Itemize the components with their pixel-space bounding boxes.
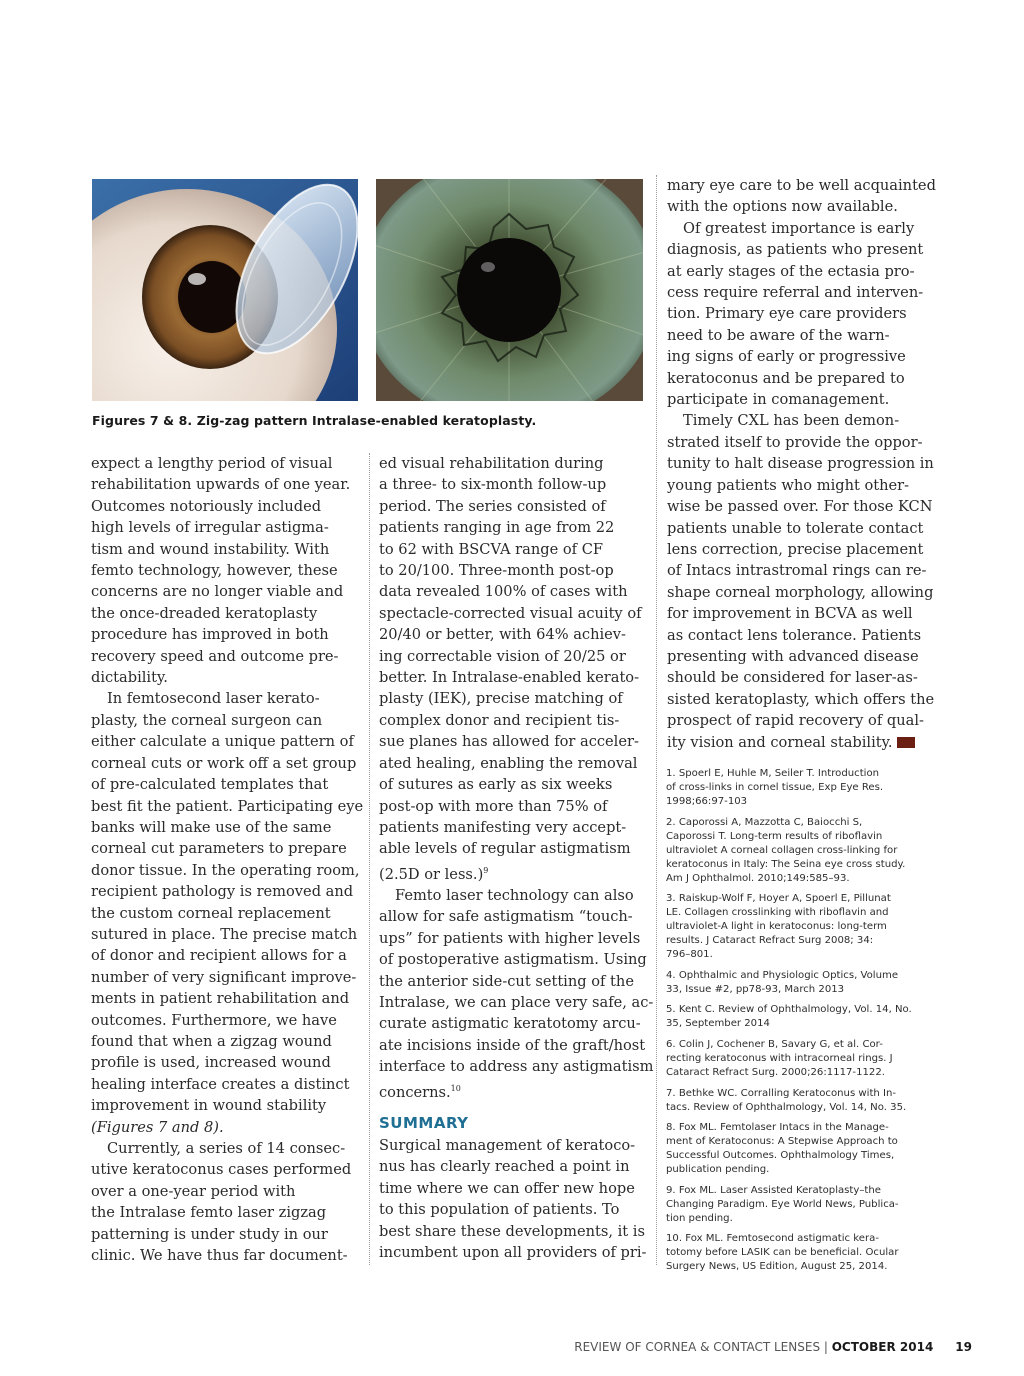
reference-item: [666, 892, 938, 962]
text-line: either calculate a unique pattern of: [91, 733, 354, 751]
text-line: [379, 1078, 651, 1103]
text-line: totomy before LASIK can be beneficial. Ocular: [666, 1247, 899, 1259]
text-line: 20/40 or better, with 64% achiev-: [379, 626, 626, 644]
text-line: with the options now available.: [667, 198, 898, 216]
issue-date: OCTOBER 2014: [831, 1340, 934, 1354]
text-line: Am J Ophthalmol. 2010;149:585–93.: [666, 872, 850, 884]
text-line: Intralase, we can place very safe, ac-: [379, 994, 654, 1012]
text-line: ultraviolet-A light in keratoconus: long-term: [666, 921, 887, 933]
text-line: period. The series consisted of: [379, 497, 606, 515]
text-line: diagnosis, as patients who present: [667, 241, 924, 259]
summary-paragraph: [379, 1135, 651, 1263]
reference-item: [666, 1121, 938, 1177]
text-line: Femto laser technology can also: [395, 886, 634, 904]
text-line: tism and wound instability. With: [91, 540, 330, 558]
text-line: spectacle-corrected visual acuity of: [379, 604, 642, 622]
text-line: patients manifesting very accept-: [379, 818, 627, 836]
text-line: 35, September 2014: [666, 1018, 770, 1030]
text-line: tion pending.: [666, 1212, 733, 1224]
text-line: ups” for patients with higher levels: [379, 929, 641, 947]
text-line: of Intacs intrastromal rings can re-: [667, 562, 927, 580]
text-line: allow for safe astigmatism “touch-: [379, 908, 633, 926]
reference-item: [666, 1087, 938, 1115]
text-line: Changing Paradigm. Eye World News, Publica-: [666, 1198, 899, 1210]
text-line: curate astigmatic keratotomy arcu-: [379, 1015, 641, 1033]
text-line: 1. Spoerl E, Huhle M, Seiler T. Introduction: [666, 768, 880, 779]
text-line: high levels of irregular astigma-: [91, 519, 329, 537]
figure-8-zigzag-keratoplasty-image: [376, 179, 643, 401]
text-line: of postoperative astigmatism. Using: [379, 951, 647, 969]
journal-name: REVIEW OF CORNEA & CONTACT LENSES |: [574, 1340, 832, 1354]
text-line: publication pending.: [666, 1164, 770, 1176]
text-line: number of very significant improve-: [91, 968, 357, 986]
reference-item: [666, 1184, 938, 1226]
text-line: best fit the patient. Participating eye: [91, 797, 364, 815]
text-line: improvement in wound stability: [91, 1097, 327, 1115]
text-line: interface to address any astigmatism: [379, 1058, 654, 1076]
text-line: ment of Keratoconus: A Stepwise Approach to: [666, 1136, 898, 1148]
citation-superscript: 10: [450, 1083, 461, 1093]
figure-reference-line: (Figures 7 and 8).: [91, 1118, 224, 1136]
text-line: dictability.: [91, 669, 168, 687]
text-line: corneal cut parameters to prepare: [91, 840, 347, 858]
text-line: strated itself to provide the oppor-: [667, 433, 923, 451]
paragraph: [667, 410, 935, 753]
column-divider: [369, 453, 370, 1265]
text-line: 4. Ophthalmic and Physiologic Optics, Volume: [666, 969, 899, 981]
text-line: 3. Raiskup-Wolf F, Hoyer A, Spoerl E, Pillunat: [666, 893, 891, 905]
text-line: 8. Fox ML. Femtolaser Intacs in the Manage-: [666, 1122, 889, 1134]
text-line: outcomes. Furthermore, we have: [91, 1011, 337, 1029]
text-line: Currently, a series of 14 consec-: [107, 1140, 346, 1157]
paragraph: [91, 1138, 363, 1266]
text-line: prospect of rapid recovery of qual-: [667, 712, 924, 730]
text-line: Caporossi T. Long-term results of riboflavin: [666, 830, 883, 842]
text-line: femto technology, however, these: [91, 562, 338, 580]
paragraph: [667, 218, 935, 411]
reference-item: [666, 1003, 938, 1031]
text-line: should be considered for laser-as-: [667, 669, 918, 687]
text-line: healing interface creates a distinct: [91, 1075, 350, 1093]
text-line: participate in comanagement.: [667, 391, 890, 409]
text-line: rehabilitation upwards of one year.: [91, 476, 351, 494]
text-line: cess require referral and interven-: [667, 284, 924, 302]
text-line: 2. Caporossi A, Mazzotta C, Baiocchi S,: [666, 816, 863, 828]
text-line: patients ranging in age from 22: [379, 519, 615, 537]
text-line: concerns are no longer viable and: [91, 583, 344, 601]
body-column-3: [667, 175, 935, 753]
reference-item: [666, 1038, 938, 1080]
text-line: best share these developments, it is: [379, 1222, 645, 1240]
text-line: 6. Colin J, Cochener B, Savary G, et al. Cor-: [666, 1038, 883, 1050]
text-line: patients unable to tolerate contact: [667, 519, 924, 537]
text-line: tunity to halt disease progression in: [667, 455, 934, 473]
text-segment: ity vision and corneal stability.: [667, 733, 893, 751]
text-line: incumbent upon all providers of pri-: [379, 1244, 647, 1262]
text-line: ultraviolet A corneal collagen cross-linking for: [666, 844, 898, 856]
text-line: Of greatest importance is early: [683, 219, 915, 237]
text-line: donor tissue. In the operating room,: [91, 861, 360, 879]
text-line: ed visual rehabilitation during: [379, 455, 604, 472]
text-line: at early stages of the ectasia pro-: [667, 262, 915, 280]
text-line: banks will make use of the same: [91, 818, 332, 836]
text-segment: concerns.: [379, 1083, 451, 1101]
text-line: data revealed 100% of cases with: [379, 583, 628, 601]
text-line: ments in patient rehabilitation and: [91, 990, 350, 1008]
reference-item: [666, 969, 938, 997]
paragraph: [91, 453, 363, 688]
text-line: a three- to six-month follow-up: [379, 476, 607, 494]
text-line: Successful Outcomes. Ophthalmology Times,: [666, 1150, 895, 1162]
text-line: recting keratoconus with intracorneal rings. J: [666, 1052, 893, 1064]
text-line: able levels of regular astigmatism: [379, 840, 631, 858]
reference-item: [666, 767, 938, 809]
text-line: shape corneal morphology, allowing: [667, 583, 934, 601]
text-line: keratoconus and be prepared to: [667, 369, 905, 387]
text-line: the once-dreaded keratoplasty: [91, 604, 318, 622]
text-line: sisted keratoplasty, which offers the: [667, 690, 935, 708]
text-line: better. In Intralase-enabled kerato-: [379, 669, 640, 687]
text-line: the Intralase femto laser zigzag: [91, 1204, 327, 1222]
citation-superscript: 9: [483, 865, 489, 875]
page-footer: [574, 1340, 972, 1354]
paragraph: [379, 885, 654, 1103]
text-line: as contact lens tolerance. Patients: [667, 626, 922, 644]
text-line: post-op with more than 75% of: [379, 797, 608, 815]
text-line: expect a lengthy period of visual: [91, 455, 333, 472]
text-line: lens correction, precise placement: [667, 540, 924, 558]
text-line: sutured in place. The precise match: [91, 925, 358, 943]
text-line: ated healing, enabling the removal: [379, 754, 638, 772]
text-line: procedure has improved in both: [91, 626, 329, 644]
text-line: complex donor and recipient tis-: [379, 711, 620, 729]
text-line: plasty (IEK), precise matching of: [379, 690, 623, 708]
text-line: recipient pathology is removed and: [91, 883, 354, 901]
text-line: need to be aware of the warn-: [667, 326, 890, 344]
figure-7-eye-with-lens-image: [92, 179, 358, 401]
text-line: Surgical management of keratoco-: [379, 1137, 636, 1154]
text-line: 5. Kent C. Review of Ophthalmology, Vol. 14, No.: [666, 1004, 912, 1016]
text-line: over a one-year period with: [91, 1182, 296, 1200]
text-line: mary eye care to be well acquainted: [667, 177, 936, 194]
text-line: profile is used, increased wound: [91, 1054, 331, 1072]
text-line: of donor and recipient allows for a: [91, 947, 347, 965]
text-line: utive keratoconus cases performed: [91, 1161, 352, 1179]
paragraph: [667, 175, 935, 218]
text-line: the custom corneal replacement: [91, 904, 331, 922]
text-line: clinic. We have thus far document-: [91, 1247, 348, 1265]
summary-heading: SUMMARY: [379, 1114, 469, 1132]
text-line: corneal cuts or work off a set group: [91, 754, 357, 772]
text-line: tacs. Review of Ophthalmology, Vol. 14, No. 35.: [666, 1101, 907, 1113]
reference-item: [666, 816, 938, 886]
text-line: [667, 732, 935, 753]
page-number: 19: [955, 1340, 972, 1354]
text-line: 10. Fox ML. Femtosecond astigmatic kera-: [666, 1233, 879, 1245]
text-line: of pre-calculated templates that: [91, 776, 329, 794]
text-line: 1998;66:97-103: [666, 796, 748, 807]
text-line: to this population of patients. To: [379, 1201, 620, 1219]
body-column-2: [379, 453, 654, 1103]
text-line: plasty, the corneal surgeon can: [91, 711, 323, 729]
text-line: results. J Cataract Refract Surg 2008; 34:: [666, 935, 874, 947]
text-line: to 20/100. Three-month post-op: [379, 562, 614, 580]
figure-caption: Figures 7 & 8. Zig-zag pattern Intralase-enabled keratoplasty.: [92, 413, 537, 428]
text-line: keratoconus in Italy: The Seina eye cross study.: [666, 858, 906, 870]
text-line: Outcomes notoriously included: [91, 497, 322, 515]
text-line: tion. Primary eye care providers: [667, 305, 907, 323]
references-list: [666, 767, 938, 1281]
end-of-article-mark-icon: [897, 737, 915, 748]
text-segment: (2.5D or less.): [379, 865, 484, 883]
text-line: ate incisions inside of the graft/host: [379, 1036, 646, 1054]
paragraph: [379, 453, 651, 885]
text-line: In femtosecond laser kerato-: [107, 690, 320, 708]
text-line: to 62 with BSCVA range of CF: [379, 540, 603, 558]
text-line: Timely CXL has been demon-: [683, 412, 900, 430]
text-line: Surgery News, US Edition, August 25, 2014.: [666, 1261, 888, 1273]
text-line: patterning is under study in our: [91, 1225, 328, 1243]
body-column-1: [91, 453, 363, 1266]
reference-item: [666, 1232, 938, 1274]
text-line: for improvement in BCVA as well: [667, 605, 913, 623]
text-line: 33, Issue #2, pp78-93, March 2013: [666, 983, 845, 995]
text-line: ing correctable vision of 20/25 or: [379, 647, 626, 665]
text-line: LE. Collagen crosslinking with riboflavin and: [666, 907, 889, 919]
text-line: recovery speed and outcome pre-: [91, 647, 339, 665]
text-line: ing signs of early or progressive: [667, 348, 906, 366]
text-line: young patients who might other-: [667, 476, 910, 494]
column-divider: [656, 175, 657, 1265]
text-line: time where we can offer new hope: [379, 1179, 635, 1197]
text-line: of sutures as early as six weeks: [379, 776, 613, 794]
text-line: found that when a zigzag wound: [91, 1032, 332, 1050]
text-line: wise be passed over. For those KCN: [667, 498, 933, 516]
text-line: 7. Bethke WC. Corralling Keratoconus with In-: [666, 1087, 897, 1099]
text-line: [379, 860, 651, 885]
text-line: presenting with advanced disease: [667, 647, 919, 665]
text-line: nus has clearly reached a point in: [379, 1158, 630, 1176]
text-line: Cataract Refract Surg. 2000;26:1117-1122.: [666, 1066, 885, 1078]
text-line: sue planes has allowed for acceler-: [379, 733, 639, 751]
text-line: 796–801.: [666, 949, 713, 961]
text-line: 9. Fox ML. Laser Assisted Keratoplasty–the: [666, 1184, 881, 1196]
paragraph: [91, 688, 363, 1138]
text-line: the anterior side-cut setting of the: [379, 972, 634, 990]
text-line: of cross-links in cornel tissue, Exp Eye Res.: [666, 782, 884, 793]
